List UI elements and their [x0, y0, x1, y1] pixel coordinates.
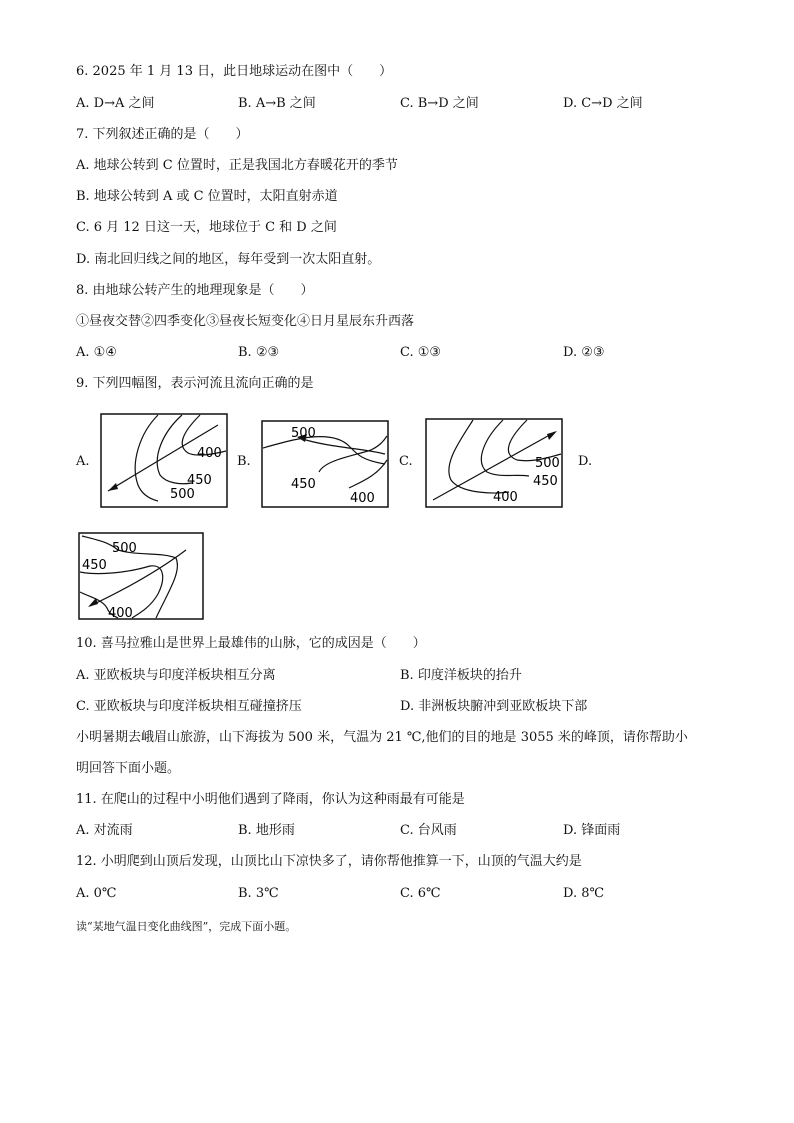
q12-option-c: C. 6℃ [400, 886, 441, 901]
q8-option-a: A. ①④ [76, 345, 117, 360]
q12-option-b: B. 3℃ [238, 886, 279, 901]
q8-option-d: D. ②③ [563, 345, 605, 360]
q10-option-a: A. 亚欧板块与印度洋板块相互分离 [76, 668, 276, 683]
q7-stem: 7. 下列叙述正确的是（ ） [76, 127, 249, 142]
contour-label: 500 [291, 426, 316, 441]
contour-label: 400 [350, 491, 375, 506]
contour-label: 450 [82, 558, 107, 573]
contour-label: 400 [493, 490, 518, 505]
q6-option-b: B. A→B 之间 [238, 96, 316, 111]
contour-label: 450 [533, 474, 558, 489]
q8-option-c: C. ①③ [400, 345, 442, 360]
q6-stem: 6. 2025 年 1 月 13 日，此日地球运动在图中（ ） [76, 64, 393, 79]
q9-figure-d [78, 532, 204, 620]
chart-intro-note: 读“某地气温日变化曲线图”，完成下面小题。 [76, 920, 297, 933]
q10-option-d: D. 非洲板块腑冲到亚欧板块下部 [400, 699, 588, 714]
passage-line-2: 明回答下面小题。 [76, 761, 181, 776]
q9-label-a: A. [76, 454, 90, 469]
q11-option-b: B. 地形雨 [238, 823, 295, 838]
q11-option-d: D. 锋面雨 [563, 823, 621, 838]
q6-option-c: C. B→D 之间 [400, 96, 479, 111]
q9-label-d: D. [578, 454, 593, 469]
contour-label: 450 [291, 477, 316, 492]
q7-option-c: C. 6 月 12 日这一天，地球位于 C 和 D 之间 [76, 220, 337, 235]
q12-stem: 12. 小明爬到山顶后发现，山顶比山下凉快多了，请你帮他推算一下，山顶的气温大约是 [76, 854, 582, 869]
q12-option-a: A. 0℃ [76, 886, 117, 901]
q8-stem: 8. 由地球公转产生的地理现象是（ ） [76, 283, 314, 298]
q8-items: ①昼夜交替②四季变化③昼夜长短变化④日月星辰东升西落 [76, 314, 415, 329]
contour-label: 450 [187, 473, 212, 488]
q8-option-b: B. ②③ [238, 345, 280, 360]
q9-figure-b [261, 420, 389, 508]
contour-label: 500 [535, 456, 560, 471]
q7-option-d: D. 南北回归线之间的地区，每年受到一次太阳直射。 [76, 252, 381, 267]
q9-figure-a [100, 413, 228, 508]
contour-label: 500 [170, 487, 195, 502]
passage-line-1: 小明暑期去峨眉山旅游，山下海拔为 500 米，气温为 21 ℃,他们的目的地是 3055 米的峰顶，请你帮助小 [76, 730, 688, 745]
contour-label: 400 [108, 606, 133, 620]
q10-option-c: C. 亚欧板块与印度洋板块相互碰撞挤压 [76, 699, 302, 714]
q9-label-c: C. [399, 454, 413, 469]
q10-option-b: B. 印度洋板块的抬升 [400, 668, 522, 683]
q9-stem: 9. 下列四幅图，表示河流且流向正确的是 [76, 376, 314, 391]
q11-stem: 11. 在爬山的过程中小明他们遇到了降雨，你认为这种雨最有可能是 [76, 792, 465, 807]
contour-label: 400 [197, 446, 222, 461]
contour-label: 500 [112, 541, 137, 556]
q6-option-d: D. C→D 之间 [563, 96, 643, 111]
q7-option-b: B. 地球公转到 A 或 C 位置时，太阳直射赤道 [76, 189, 338, 204]
q9-figure-c [425, 418, 563, 508]
q10-stem: 10. 喜马拉雅山是世界上最雄伟的山脉，它的成因是（ ） [76, 636, 426, 651]
q7-option-a: A. 地球公转到 C 位置时，正是我国北方春暖花开的季节 [76, 158, 398, 173]
q6-option-a: A. D→A 之间 [76, 96, 155, 111]
q9-label-b: B. [237, 454, 251, 469]
q12-option-d: D. 8℃ [563, 886, 605, 901]
q11-option-a: A. 对流雨 [76, 823, 133, 838]
q11-option-c: C. 台风雨 [400, 823, 457, 838]
